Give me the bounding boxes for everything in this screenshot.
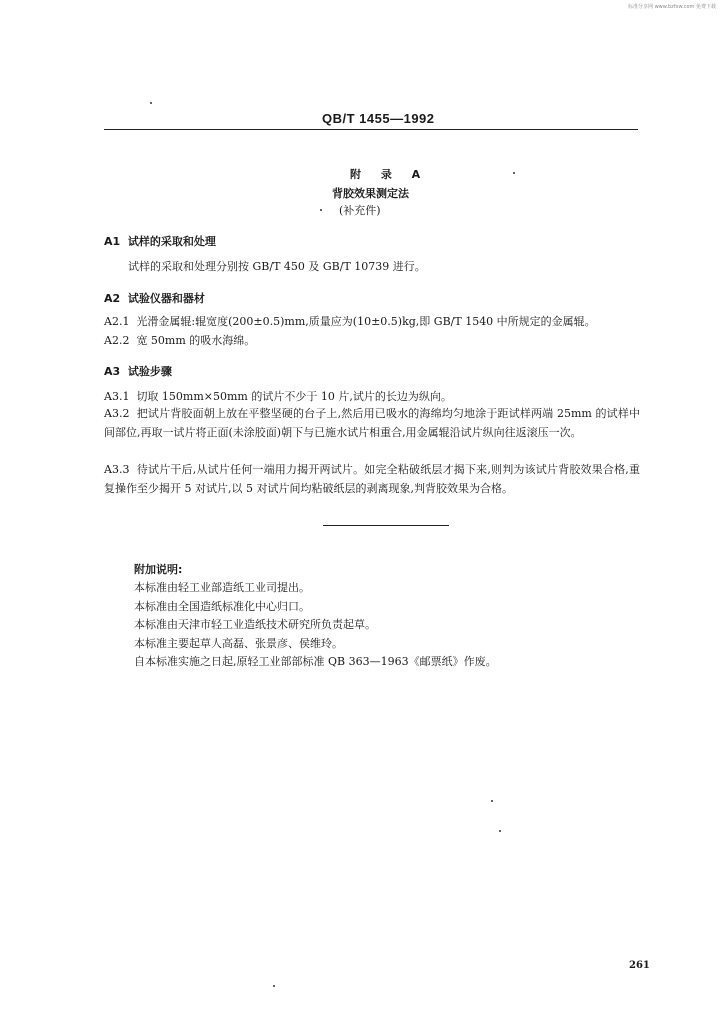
appendix-title: 背胶效果测定法 <box>332 187 409 200</box>
note-line: 本标准主要起草人高磊、张景彦、侯维玲。 <box>134 637 343 650</box>
standard-number: QB/T 1455—1992 <box>322 111 435 126</box>
scan-speck <box>491 800 493 802</box>
clause-number: A2.1 <box>104 315 130 328</box>
clause-a2-2 <box>104 332 255 350</box>
clause-a2-1 <box>104 313 596 331</box>
clause-a3-1 <box>104 388 452 406</box>
clause-number: A2.2 <box>104 334 130 347</box>
end-rule <box>323 525 449 526</box>
section-number: A3 <box>104 365 121 378</box>
section-title: 试验仪器和器材 <box>127 292 205 305</box>
section-a3-heading <box>104 363 172 379</box>
note-line: 自本标准实施之日起,原轻工业部部标准 QB 363—1963《邮票纸》作废。 <box>134 655 497 668</box>
watermark: 标准分享网 www.bzfxw.com 免费下载 <box>628 4 716 10</box>
clause-number: A3.3 <box>104 463 130 476</box>
clause-number: A3.2 <box>104 407 130 420</box>
scan-speck <box>513 172 515 174</box>
section-title: 试样的采取和处理 <box>127 235 216 248</box>
appendix-label: 附 录 A <box>350 168 429 181</box>
header-rule <box>104 129 638 130</box>
clause-text: 把试片背胶面朝上放在平整坚硬的台子上,然后用已吸水的海绵均匀地涂于距试样两端 25mm 的试样中间部位,再取一试片将正面(未涂胶面)朝下与已施水试片相重合,用金属辊沿试片纵向往返滚压一次。 <box>104 407 640 439</box>
scan-speck <box>320 209 322 211</box>
note-line: 本标准由全国造纸标准化中心归口。 <box>134 600 310 613</box>
section-number: A1 <box>104 235 121 248</box>
section-a1-heading <box>104 233 216 249</box>
clause-number: A3.1 <box>104 390 130 403</box>
note-line: 本标准由天津市轻工业造纸技术研究所负责起草。 <box>134 618 376 631</box>
clause-a3-3 <box>104 461 640 498</box>
additional-notes-title: 附加说明: <box>134 563 183 576</box>
scan-speck <box>273 985 275 987</box>
scan-speck <box>499 830 501 832</box>
scan-speck <box>150 102 152 104</box>
clause-text: 待试片干后,从试片任何一端用力揭开两试片。如完全粘破纸层才揭下来,则判为该试片背胶效果合格,重复操作至少揭开 5 对试片,以 5 对试片间均粘破纸层的剥离现象,判背胶效果为合格。 <box>104 463 640 495</box>
clause-a3-2 <box>104 405 640 442</box>
clause-text: 宽 50mm 的吸水海绵。 <box>136 334 256 347</box>
appendix-subtitle: (补充件) <box>339 204 381 217</box>
clause-text: 光滑金属辊:辊宽度(200±0.5)mm,质量应为(10±0.5)kg,即 GB/T 1540 中所规定的金属辊。 <box>136 315 596 328</box>
section-number: A2 <box>104 292 121 305</box>
section-a2-heading <box>104 290 205 306</box>
section-title: 试验步骤 <box>127 365 172 378</box>
page-number: 261 <box>629 960 650 971</box>
section-a1-body: 试样的采取和处理分别按 GB/T 450 及 GB/T 10739 进行。 <box>128 260 426 273</box>
note-line: 本标准由轻工业部造纸工业司提出。 <box>134 581 310 594</box>
clause-text: 切取 150mm×50mm 的试片不少于 10 片,试片的长边为纵向。 <box>136 390 452 403</box>
